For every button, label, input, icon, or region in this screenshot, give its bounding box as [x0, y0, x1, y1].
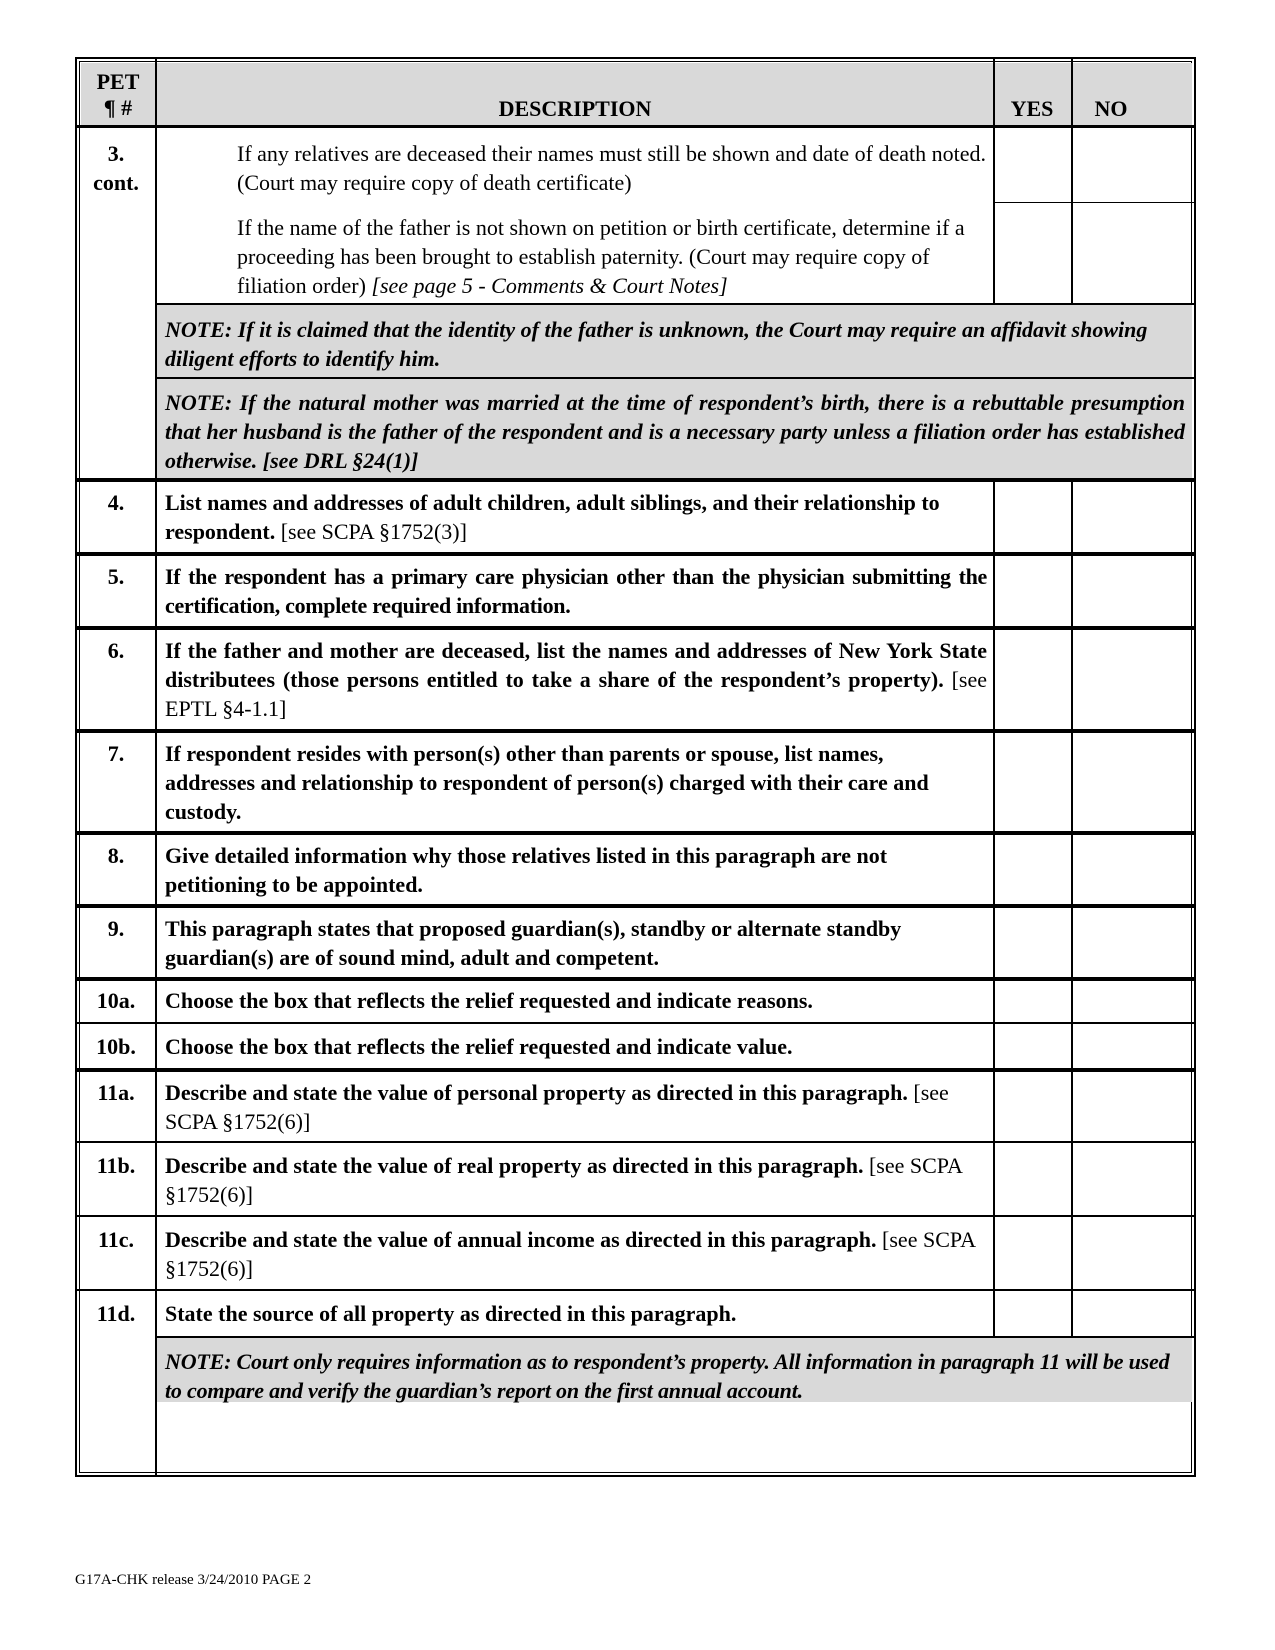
rule-row11c — [77, 1215, 1194, 1217]
row4-text: List names and addresses of adult children, adult siblings, and their relationship to respondent. — [165, 490, 940, 544]
rule-row11d-note — [155, 1336, 1194, 1338]
rule-row8 — [77, 831, 1194, 835]
row3-paragraph-deceased: If any relatives are deceased their names must still be shown and date of death noted. (Court may require copy of death certificate) — [237, 141, 986, 195]
row3-note-father-unknown: NOTE: If it is claimed that the identity of the father is unknown, the Court may require an affidavit showing diligent efforts to identify him. — [165, 317, 1148, 371]
row-number-11b: 11b. — [96, 1153, 136, 1178]
row-number-9: 9. — [107, 916, 125, 941]
header-description: DESCRIPTION — [498, 96, 652, 121]
row8-description: Give detailed information why those relatives listed in this paragraph are not petitioning to be appointed. — [165, 843, 888, 897]
checklist-table — [75, 57, 1196, 1477]
row11a-ref: [see SCPA §1752(6)] — [165, 1080, 949, 1134]
rule-row11d — [77, 1289, 1194, 1291]
row5-description: If the respondent has a primary care physician other than the physician submitting the certification, complete required information. — [165, 564, 987, 618]
rule-row7 — [77, 729, 1194, 733]
row6-ref: [see EPTL §4-1.1] — [165, 667, 988, 721]
row4-description — [165, 488, 987, 546]
rule-row3-note2 — [155, 377, 1194, 379]
row11b-description — [165, 1151, 987, 1209]
row-number-5: 5. — [107, 564, 125, 589]
row11d-description: State the source of all property as directed in this paragraph. — [165, 1301, 737, 1326]
row-number-10a: 10a. — [96, 988, 136, 1013]
row-number-7: 7. — [107, 741, 125, 766]
row11d-note-property: NOTE: Court only requires information as to respondent’s property. All information in paragraph 11 will be used to compare and verify the guardian’s report on the first annual account. — [165, 1349, 1170, 1403]
row-number-8: 8. — [107, 843, 125, 868]
row10b-description: Choose the box that reflects the relief requested and indicate value. — [165, 1034, 793, 1059]
row3-paternity-text: If the name of the father is not shown on petition or birth certificate, determine if a proceeding has been brought to establish paternity. (Court may require copy of filiation order) — [237, 215, 965, 298]
row-number-11a: 11a. — [97, 1080, 135, 1105]
rule-row5 — [77, 552, 1194, 556]
row6-text: If the father and mother are deceased, list the names and addresses of New York State distributees (those persons entitled to take a share of the respondent’s property). — [165, 638, 987, 692]
row11c-ref: [see SCPA §1752(6)] — [165, 1227, 975, 1281]
row11b-text: Describe and state the value of real property as directed in this paragraph. — [165, 1153, 864, 1178]
row-number-3-line2: cont. — [93, 170, 139, 195]
row9-description: This paragraph states that proposed guardian(s), standby or alternate standby guardian(s) are of sound mind, adult and competent. — [165, 916, 902, 970]
row3-paternity-ref: [see page 5 - Comments & Court Notes] — [371, 273, 728, 298]
row11c-description — [165, 1225, 987, 1283]
col-divider-no-top — [1071, 59, 1073, 303]
row11a-text: Describe and state the value of personal property as directed in this paragraph. — [165, 1080, 908, 1105]
rule-row3-note1 — [155, 303, 1194, 305]
rule-row4 — [77, 478, 1194, 482]
rule-row6 — [77, 626, 1194, 630]
rule-row10a — [77, 977, 1194, 981]
row6-description — [165, 636, 987, 723]
row-number-6: 6. — [107, 638, 125, 663]
rule-row11b — [77, 1141, 1194, 1143]
col-divider-pet — [155, 59, 157, 1475]
row3-note-natural-mother: NOTE: If the natural mother was married at the time of respondent’s birth, there is a rebuttable presumption that her husband is the father of the respondent and is a necessary party unless a filiation order has established otherwise. [see DRL §24(1)] — [165, 390, 1185, 473]
header-pet-line2: ¶ # — [103, 95, 133, 120]
row11b-ref: [see SCPA §1752(6)] — [165, 1153, 962, 1207]
row7-description: If respondent resides with person(s) other than parents or spouse, list names, addresses and relationship to respondent of person(s) charged with their care and custody. — [165, 741, 929, 824]
row-number-10b: 10b. — [96, 1034, 136, 1059]
header-pet-line1: PET — [96, 69, 140, 94]
row-number-4: 4. — [107, 490, 125, 515]
rule-header — [77, 125, 1194, 128]
row4-ref: [see SCPA §1752(3)] — [280, 519, 467, 544]
row-number-11c: 11c. — [97, 1227, 135, 1252]
row11a-description — [165, 1078, 987, 1136]
page-footer: G17A-CHK release 3/24/2010 PAGE 2 — [75, 1572, 312, 1588]
col-divider-yes-top — [993, 59, 995, 303]
rule-row11a — [77, 1068, 1194, 1072]
row10a-description: Choose the box that reflects the relief requested and indicate reasons. — [165, 988, 813, 1013]
header-yes: YES — [1010, 96, 1054, 121]
rule-row9 — [77, 904, 1194, 908]
row11c-text: Describe and state the value of annual income as directed in this paragraph. — [165, 1227, 877, 1252]
row-number-11d: 11d. — [96, 1301, 136, 1326]
header-no: NO — [1094, 96, 1128, 121]
row-number-3 — [77, 139, 155, 197]
row-number-3-line1: 3. — [107, 141, 125, 166]
rule-row10b — [77, 1022, 1194, 1024]
header-pet — [81, 69, 155, 121]
row3-paragraph-paternity — [237, 213, 987, 300]
rule-row3-yesno — [993, 202, 1194, 203]
